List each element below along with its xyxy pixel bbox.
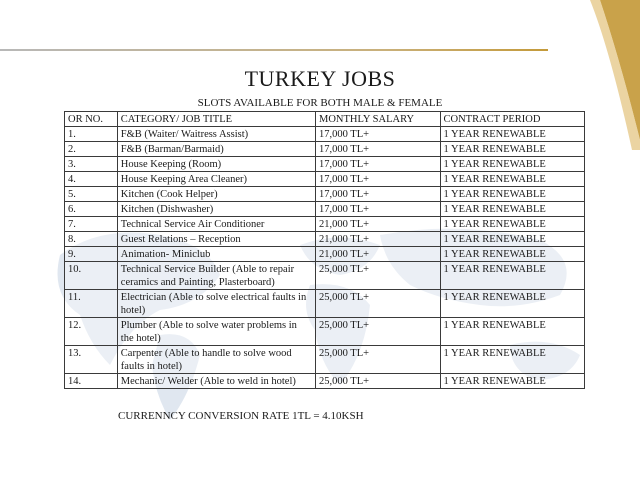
table-row: [65, 232, 585, 247]
cell-contract: 1 YEAR RENEWABLE: [440, 157, 585, 172]
table-row: [65, 202, 585, 217]
cell-contract: 1 YEAR RENEWABLE: [440, 172, 585, 187]
cell-or-no: 13.: [65, 346, 118, 374]
cell-or-no: 9.: [65, 247, 118, 262]
cell-contract: 1 YEAR RENEWABLE: [440, 290, 585, 318]
cell-category: Technical Service Air Conditioner: [117, 217, 315, 232]
cell-or-no: 7.: [65, 217, 118, 232]
cell-or-no: 1.: [65, 127, 118, 142]
cell-salary: 25,000 TL+: [315, 318, 440, 346]
cell-or-no: 2.: [65, 142, 118, 157]
table-row: [65, 172, 585, 187]
cell-contract: 1 YEAR RENEWABLE: [440, 142, 585, 157]
table-row: [65, 346, 585, 374]
cell-category: Plumber (Able to solve water problems in the hotel): [117, 318, 315, 346]
cell-category: Electrician (Able to solve electrical faults in hotel): [117, 290, 315, 318]
cell-or-no: 8.: [65, 232, 118, 247]
cell-salary: 21,000 TL+: [315, 217, 440, 232]
table-row: [65, 127, 585, 142]
cell-salary: 17,000 TL+: [315, 157, 440, 172]
table-row: [65, 290, 585, 318]
cell-or-no: 4.: [65, 172, 118, 187]
cell-salary: 17,000 TL+: [315, 187, 440, 202]
jobs-table: [64, 111, 585, 389]
cell-category: Animation- Miniclub: [117, 247, 315, 262]
table-row: [65, 157, 585, 172]
table-row: [65, 262, 585, 290]
cell-salary: 25,000 TL+: [315, 262, 440, 290]
cell-contract: 1 YEAR RENEWABLE: [440, 127, 585, 142]
header-contract: CONTRACT PERIOD: [440, 112, 585, 127]
cell-contract: 1 YEAR RENEWABLE: [440, 346, 585, 374]
cell-salary: 17,000 TL+: [315, 202, 440, 217]
cell-category: Kitchen (Cook Helper): [117, 187, 315, 202]
cell-salary: 25,000 TL+: [315, 374, 440, 389]
header-or-no: OR NO.: [65, 112, 118, 127]
top-divider: [0, 49, 548, 51]
cell-or-no: 10.: [65, 262, 118, 290]
table-row: [65, 187, 585, 202]
cell-or-no: 3.: [65, 157, 118, 172]
cell-salary: 17,000 TL+: [315, 172, 440, 187]
cell-salary: 25,000 TL+: [315, 346, 440, 374]
currency-conversion-note: CURRENNCY CONVERSION RATE 1TL = 4.10KSH: [118, 410, 364, 422]
header-category: CATEGORY/ JOB TITLE: [117, 112, 315, 127]
table-row: [65, 374, 585, 389]
cell-contract: 1 YEAR RENEWABLE: [440, 318, 585, 346]
cell-or-no: 11.: [65, 290, 118, 318]
cell-or-no: 12.: [65, 318, 118, 346]
cell-category: Carpenter (Able to handle to solve wood faults in hotel): [117, 346, 315, 374]
cell-contract: 1 YEAR RENEWABLE: [440, 217, 585, 232]
table-row: [65, 247, 585, 262]
table-row: [65, 318, 585, 346]
cell-category: F&B (Waiter/ Waitress Assist): [117, 127, 315, 142]
cell-category: Technical Service Builder (Able to repair ceramics and Painting, Plasterboard): [117, 262, 315, 290]
cell-or-no: 14.: [65, 374, 118, 389]
cell-salary: 21,000 TL+: [315, 247, 440, 262]
cell-category: Guest Relations – Reception: [117, 232, 315, 247]
cell-contract: 1 YEAR RENEWABLE: [440, 374, 585, 389]
cell-salary: 17,000 TL+: [315, 127, 440, 142]
cell-category: Kitchen (Dishwasher): [117, 202, 315, 217]
cell-category: Mechanic/ Welder (Able to weld in hotel): [117, 374, 315, 389]
cell-contract: 1 YEAR RENEWABLE: [440, 202, 585, 217]
cell-contract: 1 YEAR RENEWABLE: [440, 187, 585, 202]
table-header-row: [65, 112, 585, 127]
cell-category: House Keeping Area Cleaner): [117, 172, 315, 187]
table-row: [65, 217, 585, 232]
header-salary: MONTHLY SALARY: [315, 112, 440, 127]
table-row: [65, 142, 585, 157]
cell-category: F&B (Barman/Barmaid): [117, 142, 315, 157]
cell-category: House Keeping (Room): [117, 157, 315, 172]
cell-contract: 1 YEAR RENEWABLE: [440, 262, 585, 290]
cell-or-no: 6.: [65, 202, 118, 217]
cell-or-no: 5.: [65, 187, 118, 202]
cell-salary: 17,000 TL+: [315, 142, 440, 157]
page-subtitle: SLOTS AVAILABLE FOR BOTH MALE & FEMALE: [197, 97, 443, 109]
cell-salary: 25,000 TL+: [315, 290, 440, 318]
cell-contract: 1 YEAR RENEWABLE: [440, 232, 585, 247]
page-title: TURKEY JOBS: [244, 66, 396, 91]
cell-salary: 21,000 TL+: [315, 232, 440, 247]
cell-contract: 1 YEAR RENEWABLE: [440, 247, 585, 262]
